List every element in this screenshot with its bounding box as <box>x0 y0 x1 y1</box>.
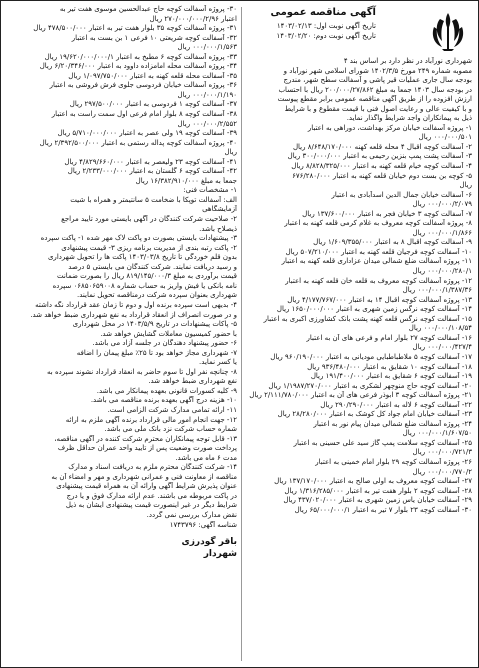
left-column-line: شهرداری بعنوان سپرده شرکت درمناقصه تحویل نمایند. <box>76 291 237 300</box>
left-column-line: ۳۶- پروژه آسفالت خیابان فردوسی جلوی فرش فروشی به اعتبار <box>49 81 237 90</box>
right-column-line: ۹- آسفالت کوچه اقبال ۸ به اعتبار ۱/۶۰۹/۳۵۵/۰۰۰ ریال <box>313 238 472 247</box>
right-column-line: ۳۰- آسفالت کوچه ۲۳ بلوار ۷ تیر به اعتبار ۶۵/۰۰۰/۰۰۰/۱ ریال <box>294 505 472 514</box>
left-column-line: ۲- پاکت رتبه بندی از مدیریت برنامه ریزی ۳- قیمت پیشنهادی <box>61 243 237 252</box>
right-column-line: ۱- پروژه آسفالت خیابان مرکز بهداشت، دوراهی به اعتبار <box>307 123 472 132</box>
column-divider <box>241 7 242 661</box>
right-column-line: ۱۹- آسفالت کوچه ۶ شقایق به اعتبار ۱۹۱/۴۰۰/۰۰۰ ریال <box>310 372 472 381</box>
right-column-line: ۳- آسفالت پشت پمپ بنزین رحیمی به اعتبار ۳۰۰/۰۰۰/۰۰۰ ریال <box>287 152 472 161</box>
right-column-line: ۰۰۰/۰۰۰/۱/۳۸۷/۳۶ ریال <box>402 286 472 295</box>
left-column-line: با حضور کمیسیون معاملات گشایش خواهد شد. <box>100 329 237 338</box>
mayor-name: باقر گودرزی <box>181 537 237 548</box>
right-column-line: شهرداری نورآباد در نظر دارد بر اساس بند ۴ <box>343 57 472 65</box>
left-column-line: در پاکت مربوطه می باشند. عدم ارائه مدارک فوق و یا درج <box>66 491 237 500</box>
left-column-line: ۴۲- آسفالت کوچه ۶ گلستان به اعتبار ۲/۲۳۳/۰۰۰/۰۰۰ ریال <box>67 167 237 176</box>
right-column-line: ۱۶- آسفالت کوچه ۲۷ بلوار امام و فرعی های آن به اعتبار <box>306 333 472 342</box>
left-column-line: ۳۳- پروژه آسفالت کوچه ۶ مطبخ به اعتبار ۱۹/۶۲۰/۰۰۰/۰۰۰/۱ ریال <box>44 52 237 61</box>
right-column-line: ذیل به پیمانکاران واجد شرایط واگذار نماید. <box>346 114 472 123</box>
left-column-line: ۴۰- پروژه آسفالت کوچه پداله رستمی به اعتبار ۲/۳۹۲/۵۰۰/۰۰۰ ریال <box>39 138 237 147</box>
right-column-line: ۰۰۰/۰۰۰/۷۷۰/۲ ریال <box>412 467 472 476</box>
right-column-line: ۲۷- آسفالت کوچه معروف به اولی صالح به اعتبار ۱۳۷/۱۷۰/۰۰۰ ریال <box>274 477 472 486</box>
right-column-text <box>244 57 472 515</box>
left-column-line: ۴۱- آسفالت کوچه ۲۳ ولیعصر به اعتبار ۴/۸۲۹/۶۶۰/۰۰۰ ریال <box>64 157 237 166</box>
left-column-line: نامه بانکی یا فیش واریز به حساب شماره ۰۶۸۵۰۶۵۹۰۰۸ سپرده <box>52 281 237 290</box>
right-column-line: ۲۲- آسفالت کوچه ۶ لاله به اعتبار ۲۹۰/۲۹۰/۰۰۰ ریال <box>320 400 472 409</box>
right-column-line: ۰۰۰/۰۰۰/۴۲۷/۴ ریال <box>412 343 472 352</box>
right-column-line: ۰۰۰/۰۰۰/۱/۶۰۷/۵۰ ریال <box>402 429 472 438</box>
left-column-line: ۶- حضور پیشنهاد دهندگان در جلسه آزاد می باشد. <box>92 339 237 348</box>
left-column <box>7 5 237 663</box>
right-column-line: و با کیفیت عالی و رعایت اصول فنی با قیمت مقطوع و با شرایط <box>284 104 472 113</box>
left-column-line: جمعاً به مبلغ ۱۶/۳۸۲/۹۱۰/۰۰۰ ریال <box>135 176 237 185</box>
left-column-line: ۹- کلیه کسورات قانونی بعهده پیمانکار می باشد. <box>96 386 237 395</box>
left-column-line: و در صورت انصراف از انعقاد قرارداد به نفع شهرداری ضبط خواهد شد. <box>30 310 237 319</box>
right-column-line: ۲۸- آسفالت کوچه ۲ بلوار هفت تیر به اعتبار ۱/۳۱۶/۲۸۵/۰۰۰ ریال <box>284 486 472 495</box>
right-column-line: بودجه سال جاری عملیات قیر پاشی و آسفالت سطح شهر، مندرج <box>283 76 472 85</box>
right-column-line: مصوبه شماره ۲۴۹ مورخ ۱۴۰۲/۳/۵ شورای اسلامی شهر نورآباد و <box>283 66 472 75</box>
left-column-line: ذیصلاح باشد. <box>199 224 237 233</box>
left-column-line: بدون قلم خوردگی تا تاریخ ۱۴۰۳/۰۳/۸ پاکت ها را تحویل شهرداری <box>47 253 237 262</box>
left-column-line: شماره حساب شرکت نزد بانک ملی می باشد. <box>104 425 237 434</box>
left-column-line: ۱۰- هزینه درج آگهی بعهده برنده مناقصه می باشد. <box>90 396 237 405</box>
notice-header <box>244 5 472 57</box>
left-column-line: ۱۳- قابل توجه پیمانکاران محترم شرکت کننده در آگهی مناقصه، <box>54 434 237 443</box>
left-column-line: الف: آسفالت توپکا با ضخامت ۵ سانتیمتر و همراه با شیت <box>70 195 237 204</box>
left-column-line: قیمت برآوردی به مبلغ ۸۱۹/۱۴۵/۰۰۰/۳ ریال را بصورت ضمانت <box>56 272 237 281</box>
right-column-line: ۱۳- پروژه آسفالت کوچه اقبال ۱۴ به اعتبار ۴/۱۷۷/۷۶۷/۰۰۰ ریال <box>287 295 472 304</box>
left-column-line: شناسه آگهی: ۱۷۴۳۷۹۶ <box>169 520 237 529</box>
signature-block <box>7 536 237 560</box>
right-column-line: ۲۹- آسفالت خیابان یاس زمین شهری به اعتبار ۴۳۷/۰۲۰/۰۰۰ ریال <box>283 496 472 505</box>
left-column-line: ۴- بدیهی است سپرده برنده اول و دوم تا زمان عقد قرارداد نگه داشته <box>35 300 237 309</box>
left-column-line: ۳۷- آسفالت کوچه ۱ فردوسی به اعتبار ۲۹۷/۵۰۰/۰۰۰ ریال <box>69 100 237 109</box>
right-column-line: ۱۰- آسفالت کوچه فرجیان قلعه کهنه به اعتبار ۵۰۷/۲۱۰/۰۰۰ ریال <box>285 247 472 256</box>
left-column-line: ۳۹- آسفالت کوچه ۱۹ ولی عصر به اعتبار ۵/۷۱۰/۰۰۰/۰۰۰ ریال <box>57 129 237 138</box>
mayor-title: شهردار <box>203 549 237 560</box>
right-column-line: ۸- پروژه آسفالت کوچه معروف به غلام کرمی قلعه کهنه به اعتبار <box>284 219 472 228</box>
left-column-line: ۷- شهرداری مجاز خواهد بود تا ۲۵٪ مبلغ پیمان را اضافه <box>76 348 237 357</box>
left-column-line: ریال <box>224 148 237 157</box>
right-column-line: ۱۲- پروژه آسفالت کوچه معروف به قلعه خان قلعه کهنه به اعتبار <box>285 276 472 285</box>
left-column-line: ۰۰۰/۰۰۰/۲/۵۵۲ ریال <box>177 119 237 128</box>
right-column-line: ۲۰- آسفالت کوچه حاج منوچهر لشکری به اعتبار ۱/۱۹۸۷/۲۷۰/۰۰۰ ریال <box>268 381 472 390</box>
left-column-line: ۵- پاکات پیشنهادات در تاریخ ۱۴۰۳/۵/۹ در محل شهرداری <box>72 320 237 329</box>
notice-title: آگهی مناقصه عمومی <box>270 7 376 18</box>
left-column-line: مدت ۶ ماه می باشد. <box>175 453 237 462</box>
left-column-line: ۱۱- ارائه تمامی مدارک شرکت الزامی است. <box>107 405 237 414</box>
iran-emblem-icon <box>428 9 468 53</box>
right-column-line: ۷- آسفالت کوچه ۳ خیابان فجر به اعتبار ۱۳۷/۶۰۰/۰۰۰ ریال <box>302 209 472 218</box>
right-column-line: ۲۵- آسفالت کوچه سلامت پمپ گاز سید علی حسینی به اعتبار <box>293 438 472 447</box>
left-column-line: ۳۴- پروژه آسفالت محله امامزاده داوود به اعتبار ۶/۲۰/۳۴۶/۰۰۰ ریال <box>39 62 237 71</box>
left-column-line: ۰۰۰/۰۰۰/۱/۵۶۳ ریال <box>177 43 237 52</box>
left-column-line: ۳۸- آسفالت کوچه ۸ بلوار امام فرعی اول سمت راست به اعتبار <box>51 110 237 119</box>
left-column-line: ۳۰- پروژه آسفالت کوچه حاج عبدالحسین موسوی هفت تیر به <box>59 5 237 13</box>
right-column-line: ۲۳- آسفالت خیابان امام جواد کل کوشک به اعتبار ۲۸/۲۸۰/۰۰۰ ریال <box>277 410 472 419</box>
right-column-line: ۲۱- پروژه آسفالت کوچه ۳ ابوذر فرعی های آن به اعتبار ۲/۱۱۱/۷۸۰/۰۰۰ ریال <box>249 391 472 400</box>
right-column-line: ۰۰۰/۰۰۰/۲۸۰/۱ ریال <box>412 267 472 276</box>
right-column <box>244 5 472 663</box>
first-publication-date: تاریخ آگهی نوبت اول: ۱۴۰۳/۰۲/۱۳ <box>276 22 376 30</box>
left-column-line: ۰۰۰/۰۰۰/۱/۱۹۰ ریال <box>177 90 237 99</box>
left-column-line: ۳- پیشنهادات بایستی بصورت دو پاکت لاک مهر شده ۱- پاکت سپرده <box>40 234 237 243</box>
right-column-line: ریال <box>459 181 472 190</box>
left-column-line: نقض مدارک بررسی نمی گردد. <box>146 510 237 519</box>
left-column-line: ۱- مشخصات فنی: <box>183 186 237 195</box>
left-column-line: نفع شهرداری ضبط خواهد شد. <box>148 377 237 386</box>
left-column-line: پرداخت صورت وضعیت پس از تأیید واحد عمران حداقل ظرف <box>57 444 237 453</box>
left-column-text <box>7 5 237 530</box>
right-column-line: ۵- کوچه بن بست دوم خیابان قلعه کهنه به اعتبار ۶۷۶/۲۸۰/۰۰۰ <box>292 171 472 180</box>
right-column-line: ۲۶- پروژه آسفالت کوچه ۲۹ بلوار امام خمینی به اعتبار <box>315 457 472 466</box>
right-column-line: ۱۵- آسفالت کوچه نرگس قلعه کهنه پشت بانک کشاورزی اکبری به اعتبار <box>263 314 472 323</box>
left-column-line: ۲- صلاحیت شرکت کنندگان در آگهی بایستی مورد تأیید مراجع <box>61 215 237 224</box>
right-column-line: در بودجه سال ۱۴۰۳ جمعاً به مبلغ ۲۰۰/۰۰۰/۲۷/۸۶۲ ریال با احتساب <box>278 85 472 94</box>
left-column-line: اعتبار ۲۷۰/۰۰۰/۰۰۰/۲/۹۶ ریال <box>149 14 237 23</box>
left-column-line: مناقصه از معاونت فنی و عمرانی شهرداری و مهر و امضاء آن به <box>51 472 237 481</box>
right-column-line: ۱۷- آسفالت کوچه ۵ ملاطباطبایی مودیانی به اعتبار ۹۶۰/۱۹۰/۰۰۰ ریال <box>270 352 472 361</box>
right-column-line: ۱۸- آسفالت کوچه ۱۰ شقایق به اعتبار ۹۳۶/۴۸۰/۰۰۰ ریال <box>307 362 472 371</box>
right-column-line: ۰۰۰/۰۰۰/۵۰۱ ریال <box>418 133 472 142</box>
right-column-line: ۱۱- پروژه آسفالت ضلع شمالی میدان عزاداری قلعه کهنه به اعتبار <box>281 257 472 266</box>
left-column-line: ۳۲- آسفالت کوچه شریعتی ۱۰ فرعی ۱ بن بست به اعتبار <box>71 33 237 42</box>
left-column-line: شرایط دیگر در غیر اینصورت قیمت پیشنهادی ایشان به ذیل <box>65 501 237 510</box>
right-column-line: ۲- آسفالت کوچه اقبال ۴ محله قلعه کهنه ۸/۶۴۸/۱۷۰/۰۰۰ ریال <box>292 142 472 151</box>
left-column-line: و رسید دریافت نمایند. شرکت کنندگان می بایستی ۵ درصد <box>68 262 237 271</box>
left-column-line: ۳۵- آسفالت محله قلعه کهنه به اعتبار ۱/۰۹۷/۷۵۰/۰۰۰ ریال <box>68 71 237 80</box>
right-column-line: ارزش افزوده را از طریق آگهی مناقصه عمومی برابر مقطع پیوست <box>277 95 472 104</box>
left-column-line: ۸- چنانچه نفر اول تا سوم حاضر به انعقاد قرارداد نشوند سپرده به <box>47 367 237 376</box>
right-column-line: ۴- آسفالت کوچه خیام قلعه کهنه به اعتبار ۸/۸۲۸/۳۲۵/۰۰۰ ریال <box>291 162 472 171</box>
right-column-line: ۶- آسفالت خیابان جمال الدین اسدآبادی به اعتبار <box>331 190 472 199</box>
right-column-line: ۲۴- پروژه آسفالت ضلع شمالی میدان پیام نور به اعتبار <box>313 419 472 428</box>
right-column-line: ۰۰۰/۰۰۰/۷۲۱/۳ ریال <box>412 448 472 457</box>
left-column-line: عنوان پذیرش شرایط آگهی وارائه آن به همراه قیمت پیشنهادی <box>56 482 237 491</box>
left-column-line: آزمایشگاهی <box>202 205 237 214</box>
left-column-line: یا کسر نماید. <box>199 358 237 367</box>
right-column-line: ۰۰۰/۰۰۰/۱/۸۶۶ ریال <box>412 228 472 237</box>
left-column-line: ۳۱- پروژه آسفالت کوچه ۳۵ بلوار هفت تیر به اعتبار ۴۷۸/۵۰۰/۰۰۰ ریال <box>33 24 237 33</box>
right-column-line: ۰۰۰/۰۰۰/۱۰۸/۵۴ ریال <box>408 324 472 333</box>
left-column-line: ۱۲- جهت انجام امور مالی قرارداد برنده آگهی ملزم به ارائه <box>65 415 237 424</box>
left-column-line: ۱۴- شرکت کنندگان محترم ملزم به دریافت اسناد و مدارک <box>68 463 237 472</box>
second-publication-date: تاریخ آگهی نوبت دوم: ۱۴۰۳/۰۲/۲۰ <box>276 32 376 40</box>
right-column-line: ۰۰۰/۰۰۰/۲/۰۷۹ ریال <box>412 200 472 209</box>
right-column-line: ۱۴- آسفالت کوچه نرگس زمین شهری به اعتبار ۱۶۵۰/۰۰۰/۰۰۰ ریال <box>276 305 472 314</box>
